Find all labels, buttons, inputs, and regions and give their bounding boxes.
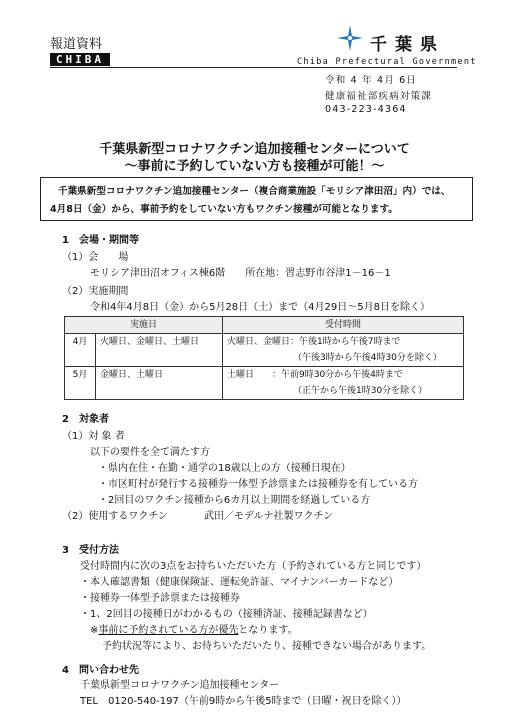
target-intro: 以下の要件を全て満たす方 — [90, 447, 210, 458]
table-row — [65, 334, 464, 351]
section1-heading: 1 会場・期間等 — [62, 235, 139, 246]
days-cell: 金曜日、土曜日 — [96, 367, 223, 400]
schedule-header-row — [65, 317, 464, 334]
period-detail: 令和4年4月8日（金）から5月28日（土）まで（4月29日～5月8日を除く） — [90, 302, 430, 313]
target-item-2: ・市区町村が発行する接種券一体型予診票または接種券を有している方 — [98, 479, 418, 490]
month-cell: 5月 — [65, 367, 96, 400]
contact-org: 千葉県新型コロナワクチン追加接種センター — [80, 680, 280, 691]
days-cell: 火曜日、金曜日、土曜日 — [96, 334, 223, 367]
venue-detail: モリシア津田沼オフィス棟6階 所在地：習志野市谷津1－16－1 — [90, 268, 391, 279]
period-label: （2）実施期間 — [62, 286, 129, 297]
vaccine-label: （2）使用するワクチン — [62, 511, 168, 522]
chiba-pref-emblem-icon — [337, 25, 363, 51]
note-underlined: 事前に予約されている方が優先 — [98, 625, 239, 636]
notice-line-1: 千葉県新型コロナワクチン追加接種センター（複合商業施設「モリシア津田沼」内）では、 — [58, 186, 451, 197]
table-row — [65, 367, 464, 384]
reception-intro: 受付時間内に次の3点をお持ちいただいた方（予約されている方と同じです） — [80, 561, 427, 572]
press-release-label: 報道資料 — [50, 37, 103, 52]
document-subtitle: ～事前に予約していない方も接種が可能！～ — [124, 159, 385, 174]
time-cell: （午後3時から午後4時30分を除く） — [223, 350, 464, 367]
pref-english-name: Chiba Prefectural Government — [297, 57, 477, 67]
header-divider — [50, 67, 457, 68]
reception-item-1: ・本人確認書類（健康保険証、運転免許証、マイナンバーカードなど） — [80, 577, 399, 588]
time-cell: 土曜日 ：午前9時30分から午後4時まで — [223, 367, 464, 384]
department: 健康福祉部疾病対策課 — [325, 91, 433, 102]
schedule-table — [64, 316, 464, 400]
phone-number: 043-223-4364 — [325, 104, 407, 115]
time-cell: （正午から午後1時30分を除く） — [223, 383, 464, 400]
target-item-1: ・県内在住・在勤・通学の18歳以上の方（接種日現在） — [98, 463, 351, 474]
header-hours: 受付時間 — [223, 317, 464, 334]
target-item-3: ・2回目のワクチン接種から6カ月以上期間を経過している方 — [98, 495, 371, 506]
section4-heading: 4 問い合わせ先 — [62, 665, 139, 676]
contact-tel: TEL 0120-540-197（午前9時から午後5時まで（日曜・祝日を除く）） — [80, 696, 407, 707]
chiba-logo: CHIBA — [50, 53, 110, 66]
notice-line-2: 4月8日（金）から、事前予約をしていない方もワクチン接種が可能となります。 — [50, 204, 398, 215]
vaccine-name: 武田／モデルナ社製ワクチン — [204, 511, 333, 522]
month-cell: 4月 — [65, 334, 96, 367]
section3-heading: 3 受付方法 — [62, 545, 119, 556]
target-label: （1）対 象 者 — [62, 431, 125, 442]
pref-name: 千葉県 — [370, 35, 445, 55]
priority-note-2: 予約状況等により、お待ちいただいたり、接種できない場合があります。 — [102, 641, 432, 652]
reception-item-3: ・1、2回目の接種日がわかるもの（接種済証、接種記録書など） — [80, 609, 373, 620]
section2-heading: 2 対象者 — [62, 414, 109, 425]
note-mark: ※ — [90, 625, 99, 636]
release-date: 令和 4 年 4月 6日 — [325, 75, 418, 86]
note-suffix: となります。 — [238, 625, 298, 636]
time-cell: 火曜日、金曜日：午後1時から午後7時まで — [223, 334, 464, 351]
venue-label: （1）会 場 — [62, 252, 129, 263]
priority-note — [90, 624, 298, 637]
reception-item-2: ・接種券一体型予診票または接種券 — [80, 593, 240, 604]
header-dates: 実施日 — [65, 317, 223, 334]
document-title: 千葉県新型コロナワクチン追加接種センターについて — [99, 142, 410, 157]
